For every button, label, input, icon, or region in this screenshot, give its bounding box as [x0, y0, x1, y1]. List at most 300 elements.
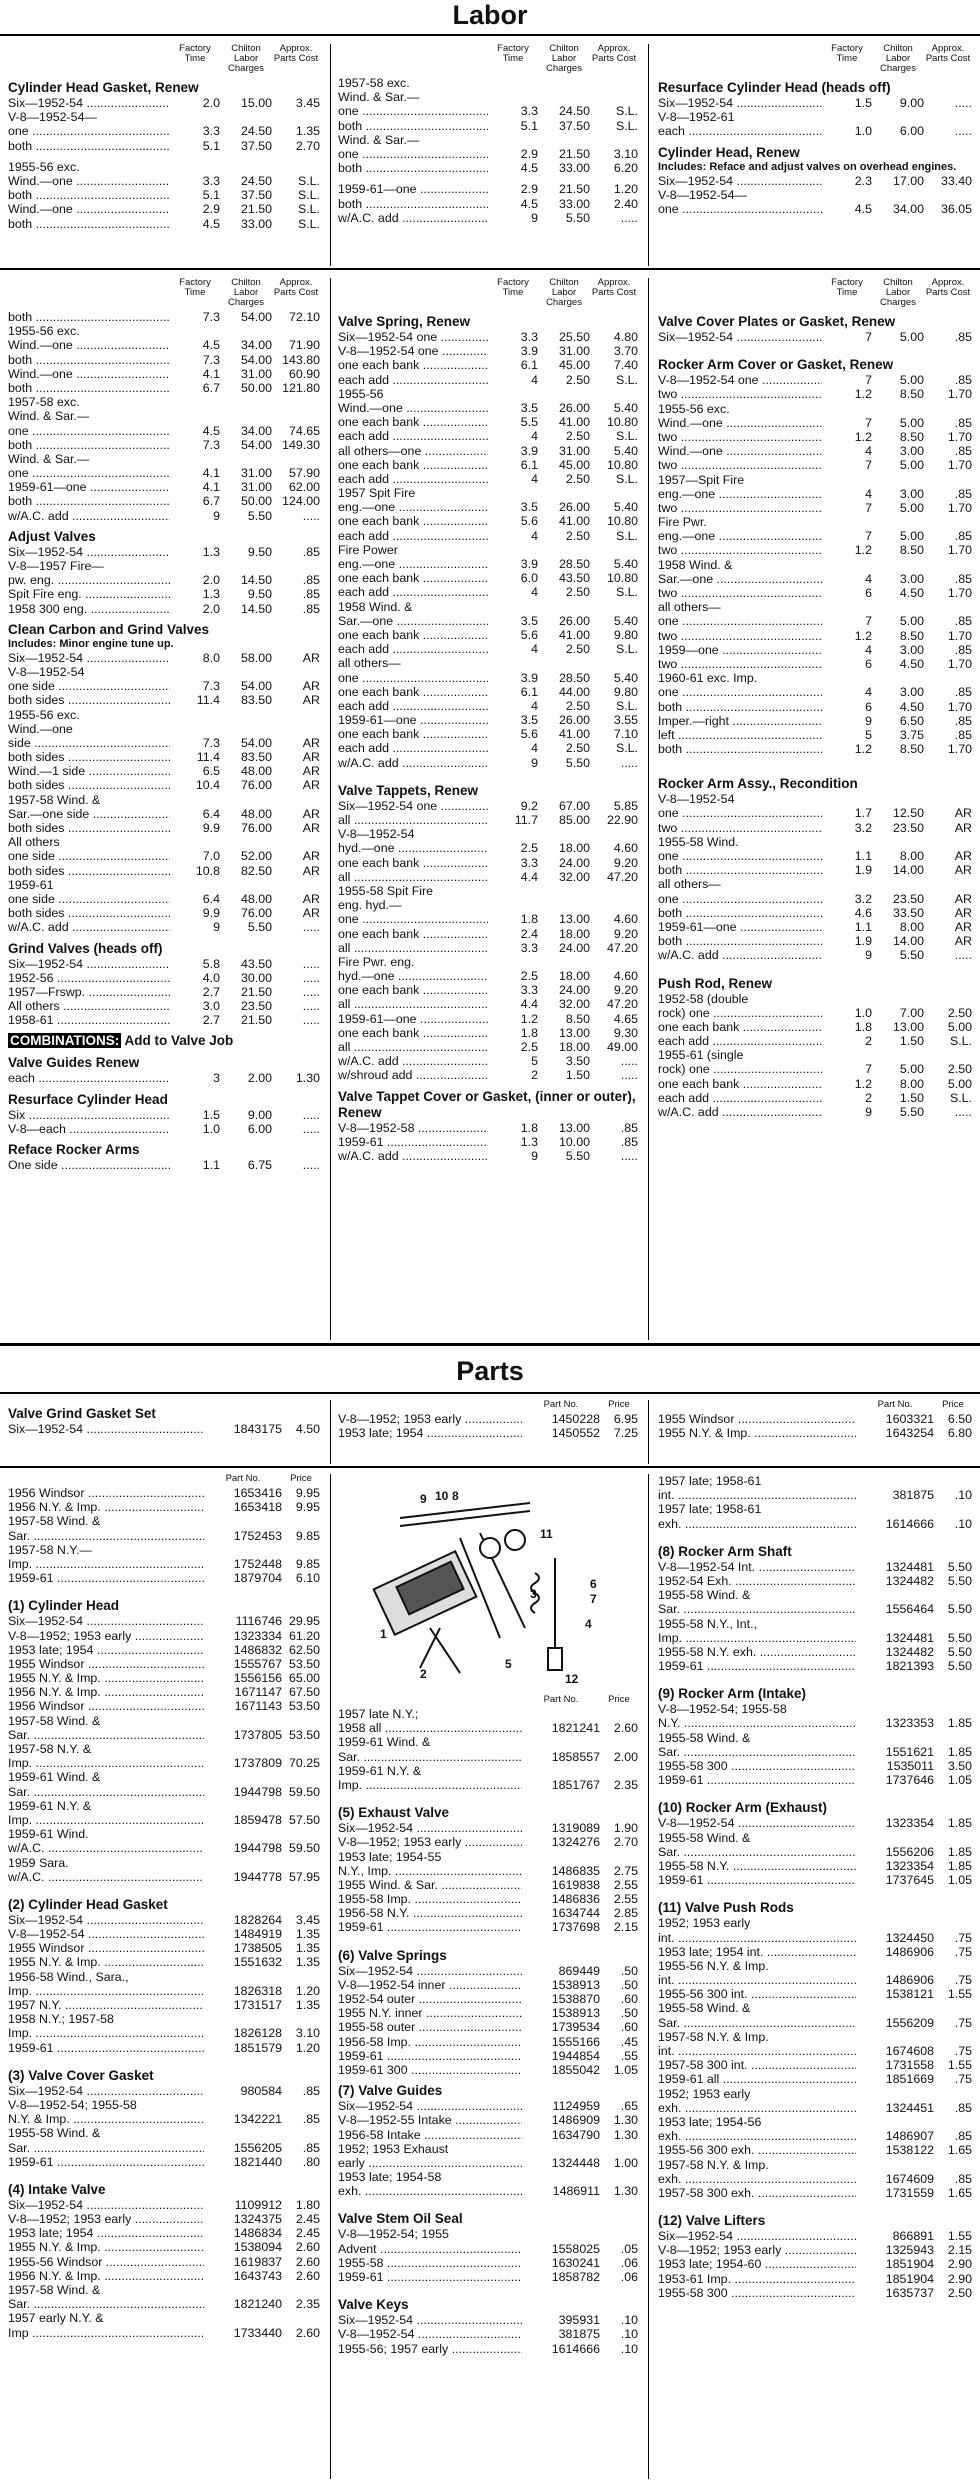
table-row	[658, 2016, 972, 2030]
row-value: 1821241	[551, 1721, 600, 1736]
row-label: one .....	[8, 466, 170, 480]
row-value: 5.00	[899, 330, 924, 344]
row-value: 24.00	[558, 983, 590, 998]
table-row	[8, 509, 320, 523]
row-value: .....	[620, 1068, 638, 1083]
row-value: 5.00	[899, 458, 924, 473]
row-value: 60.90	[288, 366, 320, 381]
entry-label: 1957 late N.Y.;	[338, 1707, 419, 1721]
row-value: 1555166	[551, 2034, 600, 2049]
row-value: 7.3	[202, 352, 220, 367]
row-label: V-8—1952-54 .....	[338, 2327, 522, 2341]
row-label: both .....	[338, 119, 488, 133]
row-value: 59.50	[288, 1784, 320, 1799]
row-value: 124.00	[282, 494, 320, 509]
table-row	[8, 693, 320, 707]
row-value: 2.9	[520, 146, 538, 161]
row-value: 2.50	[947, 1062, 972, 1077]
table-row	[658, 487, 972, 501]
row-value: AR	[954, 891, 972, 906]
row-value: 14.50	[240, 573, 272, 588]
row-value: 9.9	[202, 906, 220, 921]
row-value: .85	[954, 529, 972, 544]
row-label: V-8—1952-54 Int. .....	[658, 1560, 856, 1574]
entry-label: 1958 Wind. &	[338, 599, 413, 614]
section-note: Includes: Minor engine tune up.	[8, 637, 174, 650]
table-row	[8, 1913, 320, 1927]
table-row	[8, 602, 320, 616]
row-value: 26.00	[558, 400, 590, 415]
table-row	[8, 2297, 320, 2311]
row-label: each add .....	[338, 642, 488, 656]
row-label: one each bank .....	[338, 458, 488, 472]
row-value: 9	[531, 1148, 538, 1163]
row-label: Sar. .....	[8, 2141, 204, 2155]
row-label: both .....	[8, 438, 170, 452]
table-row	[8, 1529, 320, 1543]
diagram-callout: 3	[530, 1587, 537, 1601]
row-value: 9.80	[613, 684, 638, 699]
row-label: Six—1952-54 .....	[8, 957, 170, 971]
column-divider	[330, 1400, 331, 1464]
column-3	[658, 1474, 972, 2300]
row-value: 6.1	[520, 684, 538, 699]
table-row	[338, 1750, 638, 1764]
table-row	[658, 1873, 972, 1887]
row-value: 7.3	[202, 735, 220, 750]
row-label: 1959—one .....	[658, 643, 822, 657]
row-value: 33.50	[892, 905, 924, 920]
table-row	[658, 1745, 972, 1759]
row-label: one each bank .....	[338, 685, 488, 699]
row-label: Wind.—one .....	[8, 202, 170, 216]
row-label: 1956 N.Y. & Imp. .....	[8, 1685, 204, 1699]
entry-label: 1957-58 N.Y. &	[8, 1742, 92, 1756]
table-row	[338, 2184, 638, 2198]
row-value: .75	[954, 2015, 972, 2030]
spacer	[8, 153, 320, 160]
row-value: 5.00	[899, 373, 924, 388]
row-label: Six—1952-54 .....	[8, 545, 170, 559]
row-value: 1737698	[551, 1920, 600, 1935]
row-value: 1643254	[885, 1426, 934, 1441]
row-label: early .....	[338, 2156, 522, 2170]
row-value: 1556209	[885, 2015, 934, 2030]
row-value: AR	[302, 764, 320, 779]
row-value: 9	[865, 1105, 872, 1119]
row-value: 45.00	[558, 457, 590, 472]
row-value: 71.90	[288, 338, 320, 353]
column-header-label: Part No.	[543, 1399, 579, 1410]
row-value: 6.1	[520, 358, 538, 373]
entry-label: 1957—Spit Fire	[658, 472, 745, 487]
column-header-label: Factory Time	[497, 43, 529, 64]
row-value: 1851579	[233, 2040, 282, 2055]
row-value: .85	[954, 486, 972, 501]
row-label: Imp. .....	[658, 1631, 856, 1645]
row-value: 1538913	[551, 2006, 600, 2021]
row-label: side .....	[8, 736, 170, 750]
row-value: 1737645	[885, 1873, 934, 1888]
row-value: 4.80	[613, 330, 638, 344]
row-value: S.L.	[949, 1090, 972, 1105]
table-row	[338, 211, 638, 225]
row-value: 1.70	[947, 586, 972, 600]
row-value: 2.85	[613, 1906, 638, 1921]
table-row	[338, 500, 638, 514]
row-label: Sar.—one .....	[338, 614, 488, 628]
row-value: 1944798	[233, 1841, 282, 1856]
row-value: 2	[531, 1068, 538, 1083]
row-label: one .....	[658, 202, 822, 216]
entry-label: V-8—1957 Fire—	[8, 559, 104, 573]
table-row	[658, 1645, 972, 1659]
row-value: 4	[531, 372, 538, 387]
row-label: 1959-61 all .....	[658, 2072, 856, 2086]
row-value: 6.50	[947, 1412, 972, 1426]
table-row	[658, 1602, 972, 1616]
parts-title: Parts	[456, 1356, 524, 1386]
table-row	[658, 124, 972, 138]
row-value: 5.50	[565, 1148, 590, 1163]
row-value: .65	[620, 2099, 638, 2114]
row-value: 1643743	[233, 2268, 282, 2283]
row-value: 6.50	[899, 713, 924, 728]
table-row	[8, 188, 320, 202]
row-label: one each bank .....	[338, 415, 488, 429]
row-label: one each bank .....	[338, 1026, 488, 1040]
spacer	[338, 2198, 638, 2205]
row-value: 9	[865, 948, 872, 963]
column-3	[658, 1400, 972, 1440]
row-value: 8.50	[899, 543, 924, 558]
row-label: one .....	[338, 147, 488, 161]
row-value: 2.60	[295, 2240, 320, 2255]
table-row	[338, 813, 638, 827]
section-heading: Cylinder Head, Renew	[658, 144, 800, 160]
row-value: 7.10	[613, 727, 638, 742]
section-heading: Adjust Valves	[8, 528, 96, 544]
row-label: w/A.C. .....	[8, 1841, 204, 1855]
table-row	[658, 330, 972, 344]
row-value: 1.9	[854, 863, 872, 878]
row-value: 41.00	[558, 514, 590, 529]
table-row	[658, 458, 972, 472]
row-label: 1959-61 .....	[658, 1659, 856, 1673]
row-value: 3.9	[520, 670, 538, 685]
table-row	[8, 1013, 320, 1027]
row-value: 1324375	[233, 2212, 282, 2227]
row-label: 1955 Windsor .....	[8, 1657, 204, 1671]
table-row	[8, 1685, 320, 1699]
table-row	[8, 1728, 320, 1742]
row-value: 2.0	[202, 96, 220, 110]
row-label: both .....	[658, 906, 822, 920]
row-label: each add .....	[338, 429, 488, 443]
row-value: AR	[302, 891, 320, 906]
row-value: 36.05	[940, 201, 972, 216]
entry-label: 1953 late; 1954-55	[338, 1849, 442, 1864]
table-row	[338, 557, 638, 571]
row-value: 7.25	[613, 1426, 638, 1441]
row-value: 74.65	[288, 423, 320, 438]
row-value: 1843175	[233, 1422, 282, 1436]
section-heading: Valve Grind Gasket Set	[8, 1406, 156, 1421]
row-value: 2.50	[565, 429, 590, 444]
row-label: Sar. .....	[338, 1750, 522, 1764]
table-row	[8, 174, 320, 188]
row-label: w/A.C. add .....	[658, 948, 822, 962]
table-row	[8, 2212, 320, 2226]
row-value: 1.0	[854, 124, 872, 139]
row-label: both .....	[658, 934, 822, 948]
row-value: 4	[531, 741, 538, 756]
row-value: 4.6	[854, 905, 872, 920]
row-label: 1959-61 .....	[8, 2155, 204, 2169]
row-label: Imp. .....	[338, 1778, 522, 1792]
row-value: 34.00	[892, 201, 924, 216]
row-label: one .....	[658, 806, 822, 820]
row-value: 3.00	[899, 486, 924, 501]
row-label: 1955 Windsor .....	[8, 1941, 204, 1955]
table-row	[338, 1878, 638, 1892]
row-label: 1955-56; 1957 early .....	[338, 2342, 522, 2356]
table-row	[338, 841, 638, 855]
table-row	[338, 983, 638, 997]
column-header-label: Part No.	[225, 1473, 261, 1484]
row-value: 6.95	[613, 1412, 638, 1426]
spacer	[658, 756, 972, 770]
row-value: S.L.	[297, 188, 320, 203]
row-value: .85	[954, 727, 972, 742]
row-value: 5.1	[520, 118, 538, 133]
table-row	[8, 2112, 320, 2126]
row-value: 1.1	[854, 849, 872, 863]
row-value: .....	[302, 508, 320, 523]
row-label: one each bank .....	[338, 927, 488, 941]
row-value: 10.00	[558, 1134, 590, 1149]
entry-label: 1957 late; 1958-61	[658, 1474, 762, 1488]
row-value: 83.50	[240, 750, 272, 765]
row-value: 85.00	[558, 813, 590, 827]
entry-label: V-8—1952-54	[338, 827, 415, 842]
row-label: all .....	[338, 941, 488, 955]
row-label: Wind.—one .....	[658, 444, 822, 458]
row-value: 1486832	[233, 1642, 282, 1657]
row-value: 1821393	[885, 1659, 934, 1674]
row-value: 3.2	[854, 820, 872, 835]
table-row	[338, 1721, 638, 1735]
entry-label: 1955-61 (single	[658, 1048, 744, 1063]
row-label: V-8—1952-54 one .....	[658, 373, 822, 387]
row-value: 5.40	[613, 670, 638, 685]
row-value: AR	[302, 806, 320, 821]
row-label: both .....	[658, 863, 822, 877]
table-row	[8, 1756, 320, 1770]
row-label: 1955 N.Y. & Imp. .....	[658, 1426, 856, 1440]
entry-label: 1955-56 exc.	[658, 401, 730, 416]
column-header-label: Chilton Labor Charges	[228, 43, 264, 74]
row-label: 1955-56 300 int. .....	[658, 1987, 856, 2001]
row-value: 1.20	[295, 1983, 320, 1998]
row-value: 76.00	[240, 906, 272, 921]
row-value: 5.50	[947, 1602, 972, 1617]
row-value: 4.5	[854, 201, 872, 216]
row-value: 33.40	[940, 173, 972, 188]
spacer	[338, 2284, 638, 2291]
row-value: 9.30	[613, 1025, 638, 1040]
row-label: 1953-61 Imp. .....	[658, 2272, 856, 2286]
row-label: 1959-61 .....	[8, 2041, 204, 2055]
row-value: 2.50	[947, 2285, 972, 2300]
table-row	[8, 1955, 320, 1969]
row-label: exh. .....	[658, 2129, 856, 2143]
row-value: 6.5	[202, 764, 220, 779]
row-value: 4.50	[899, 656, 924, 671]
labor-title: Labor	[452, 0, 528, 30]
row-value: 4.0	[202, 970, 220, 985]
row-label: 1959-61 300 .....	[338, 2063, 522, 2077]
row-value: .75	[954, 2044, 972, 2058]
row-label: Spit Fire eng. .....	[8, 587, 170, 601]
table-row	[658, 543, 972, 557]
section-heading: Valve Tappet Cover or Gasket, (inner or outer), Renew	[338, 1088, 636, 1120]
row-label: All others .....	[8, 999, 170, 1013]
row-value: 1116746	[235, 1614, 282, 1629]
row-value: 1555767	[233, 1656, 282, 1671]
table-row	[658, 1973, 972, 1987]
row-label: int. .....	[658, 2044, 856, 2058]
spacer	[338, 1935, 638, 1942]
row-value: 9.20	[613, 983, 638, 998]
row-label: rock) one .....	[658, 1062, 822, 1076]
row-label: w/A.C. add .....	[338, 1054, 488, 1068]
row-value: 48.00	[240, 806, 272, 821]
section-heading: (1) Cylinder Head	[8, 1598, 120, 1614]
row-value: 3.00	[899, 685, 924, 700]
row-label: both .....	[338, 161, 488, 175]
table-row	[338, 1964, 638, 1978]
entry-label: 1959-61 Wind.	[8, 1827, 89, 1842]
row-value: 5.1	[202, 188, 220, 203]
row-value: 4.50	[899, 699, 924, 714]
row-value: 3.10	[295, 2026, 320, 2041]
entry-label: V-8—1952-54	[8, 664, 85, 679]
row-label: 1952-56 .....	[8, 971, 170, 985]
row-value: 1.20	[613, 182, 638, 197]
row-value: 37.50	[240, 188, 272, 203]
section-heading: (4) Intake Valve	[8, 2181, 106, 2197]
entry-label: V-8—1952-54—	[658, 187, 747, 202]
row-value: 1674608	[885, 2044, 934, 2058]
row-value: 980584	[240, 2083, 282, 2098]
row-label: 1955 Wind. & Sar. .....	[338, 1878, 522, 1892]
row-label: V-8—1952; 1953 early .....	[8, 1629, 204, 1643]
row-value: 6.20	[613, 161, 638, 176]
row-value: 33.00	[558, 161, 590, 176]
row-label: one side .....	[8, 849, 170, 863]
row-value: 3.3	[520, 855, 538, 870]
row-label: 1957-58 300 int. .....	[658, 2058, 856, 2072]
table-row	[658, 714, 972, 728]
table-row	[8, 2255, 320, 2269]
row-value: 1556156	[233, 1671, 282, 1686]
row-value: 1.1	[202, 1158, 220, 1172]
row-value: 6.7	[202, 494, 220, 509]
row-label: 1955-58 Imp. .....	[338, 1892, 522, 1906]
column-header-label: Chilton Labor Charges	[228, 277, 264, 308]
row-label: 1955-58 N.Y. exh. .....	[658, 1645, 856, 1659]
row-value: 31.00	[240, 366, 272, 381]
row-value: 1324450	[885, 1930, 934, 1945]
table-row	[8, 920, 320, 934]
row-value: 1324451	[885, 2100, 934, 2115]
row-value: 1324481	[885, 1559, 934, 1574]
entry-label: 1955-56 N.Y. & Imp.	[658, 1958, 769, 1973]
row-value: 1634744	[551, 1906, 600, 1921]
row-label: 1955 N.Y. & Imp. .....	[8, 2240, 204, 2254]
row-value: 1556206	[885, 1844, 934, 1859]
row-value: 1486834	[233, 2226, 282, 2241]
row-value: 59.50	[288, 1841, 320, 1856]
row-value: 14.00	[892, 934, 924, 949]
row-label: Wind.—one .....	[338, 401, 488, 415]
row-value: 1.05	[947, 1873, 972, 1888]
table-row	[8, 1122, 320, 1136]
row-label: N.Y. .....	[658, 1716, 856, 1730]
entry-label: 1952; 1953 early	[658, 1916, 751, 1931]
column-header	[658, 44, 972, 74]
row-value: 1.30	[613, 2127, 638, 2142]
table-row	[338, 1135, 638, 1149]
section-heading: Rocker Arm Cover or Gasket, Renew	[658, 357, 894, 373]
row-label: both sides .....	[8, 778, 170, 792]
section-heading: Cylinder Head Gasket, Renew	[8, 80, 199, 95]
row-value: 2.50	[947, 1005, 972, 1020]
row-value: 121.80	[282, 380, 320, 395]
row-value: 1.35	[295, 1955, 320, 1970]
table-row	[8, 2155, 320, 2169]
table-row	[8, 139, 320, 153]
section-heading: Valve Keys	[338, 2297, 409, 2313]
row-label: 1959-61—one .....	[338, 182, 488, 196]
row-value: 9.80	[613, 627, 638, 642]
row-value: 1.85	[947, 1716, 972, 1731]
row-value: .85	[954, 685, 972, 700]
row-label: 1959-61—one .....	[338, 1012, 488, 1026]
row-value: 48.00	[240, 764, 272, 779]
row-label: Imp. .....	[8, 1813, 204, 1827]
row-value: AR	[954, 849, 972, 863]
column-2	[338, 1695, 638, 2356]
entry-label: Fire Pwr. eng.	[338, 954, 415, 969]
table-row	[338, 2006, 638, 2020]
row-label: exh. .....	[658, 1517, 856, 1531]
table-row	[338, 458, 638, 472]
row-value: 1.9	[854, 934, 872, 949]
row-value: 2.60	[613, 1721, 638, 1736]
row-value: 3.5	[520, 613, 538, 628]
entry-label: V-8—1952-54—	[8, 110, 97, 125]
column-2	[338, 1400, 638, 1440]
combinations-badge: COMBINATIONS:	[10, 1033, 120, 1049]
entry-label: V-8—1952-61	[658, 110, 735, 125]
row-label: each .....	[8, 1071, 170, 1085]
row-label: 1955-58 outer .....	[338, 2020, 522, 2034]
table-row	[338, 401, 638, 415]
row-value: 1752448	[233, 1556, 282, 1571]
entry-label: 1958 Wind. &	[658, 557, 733, 572]
